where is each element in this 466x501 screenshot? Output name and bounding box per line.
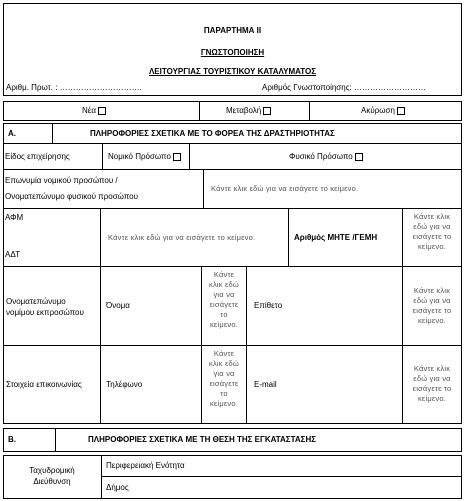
type-new-label: Νέα <box>82 106 96 115</box>
last-name-input[interactable] <box>403 286 461 326</box>
last-name-input-line: εδώ για να <box>413 296 451 305</box>
phone-input[interactable] <box>202 349 246 409</box>
entity-name-label <box>5 173 201 205</box>
natural-person-label: Φυσικό Πρόσωπο <box>289 151 353 161</box>
mhte-input-line: κείμενο. <box>417 242 447 251</box>
form-header <box>3 3 462 96</box>
first-name-input-line: κείμενο. <box>209 320 239 329</box>
mhte-label: Αριθμός ΜΗΤΕ /ΓΕΜΗ <box>294 232 378 242</box>
region-field[interactable]: Περιφερειακή Ενότητα <box>106 460 185 470</box>
adt-label: ΑΔΤ <box>5 250 21 259</box>
email-input[interactable] <box>403 364 461 404</box>
type-change-option[interactable] <box>226 101 271 121</box>
first-name-label: Όνομα <box>106 301 130 310</box>
section-a-letter: Α. <box>8 128 16 138</box>
mhte-input-line: εδώ για να <box>413 222 451 231</box>
protocol-number-field[interactable]: Αριθμ. Πρωτ. : …………………………. <box>6 83 142 92</box>
form-subtitle: ΛΕΙΤΟΥΡΓΙΑΣ ΤΟΥΡΙΣΤΙΚΟΥ ΚΑΤΑΛΥΜΑΤΟΣ <box>148 67 317 76</box>
legal-entity-option[interactable] <box>108 143 181 170</box>
type-change-label: Μεταβολή <box>226 106 262 115</box>
entity-name-input[interactable]: Κάντε κλικ εδώ για να εισάγετε το κείμενο. <box>211 184 359 193</box>
postal-address-label-line1: Ταχυδρομική <box>29 466 75 475</box>
last-name-label: Επίθετο <box>254 301 283 310</box>
postal-address-label <box>3 465 101 487</box>
email-input-line: εισάγετε το <box>412 384 452 393</box>
legal-entity-checkbox[interactable] <box>173 153 181 161</box>
first-name-input-line: Κάντε <box>213 270 235 279</box>
first-name-input-line: το <box>220 310 228 319</box>
natural-person-option[interactable] <box>289 143 363 170</box>
natural-person-checkbox[interactable] <box>355 153 363 161</box>
municipality-field[interactable]: Δήμος <box>106 483 129 492</box>
last-name-input-line: κείμενο. <box>417 316 447 325</box>
type-new-option[interactable] <box>82 101 106 121</box>
contact-label: Στοιχεία επικοινωνίας <box>6 379 82 389</box>
mhte-input-line: εισάγετε το <box>412 232 452 241</box>
afm-input[interactable]: Κάντε κλικ εδώ για να εισάγετε το κείμενο. <box>108 232 256 242</box>
representative-label-line1: Ονοματεπώνυμο <box>6 297 66 306</box>
representative-label <box>6 296 98 318</box>
postal-address-label-line2: Διεύθυνση <box>33 477 71 486</box>
first-name-input-line: εισάγετε <box>209 300 239 309</box>
phone-input-line: κλικ εδώ <box>209 359 239 368</box>
type-cancel-option[interactable] <box>361 101 405 121</box>
email-input-line: εδώ για να <box>413 374 451 383</box>
type-cancel-checkbox[interactable] <box>397 107 405 115</box>
entity-name-label-line2: Ονοματεπώνυμο φυσικού προσώπου <box>5 192 138 201</box>
annex-title: ΠΑΡΑΡΤΗΜΑ ΙΙ <box>203 26 262 35</box>
type-cancel-label: Ακύρωση <box>361 106 395 115</box>
email-input-line: κείμενο. <box>417 394 447 403</box>
last-name-input-line: εισάγετε το <box>412 306 452 315</box>
first-name-input-line: για να <box>213 290 235 299</box>
phone-label: Τηλέφωνο <box>106 379 143 389</box>
first-name-input-line: κλικ εδώ <box>209 280 239 289</box>
entity-name-label-line1: Επωνυμία νομικού προσώπου / <box>5 176 118 185</box>
phone-input-line: κείμενο. <box>209 399 239 408</box>
afm-label: ΑΦΜ <box>5 213 24 222</box>
mhte-input-line: Κάντε κλικ <box>413 212 451 221</box>
representative-label-line2: νομίμου εκπροσώπου <box>6 308 84 317</box>
mhte-input[interactable] <box>403 212 461 252</box>
email-input-line: Κάντε κλικ <box>413 364 451 373</box>
type-change-checkbox[interactable] <box>263 107 271 115</box>
phone-input-line: το <box>220 389 228 398</box>
last-name-input-line: Κάντε κλικ <box>413 286 451 295</box>
notification-number-field[interactable]: Αριθμός Γνωστοποίησης: ……………………… <box>262 83 426 92</box>
phone-input-line: Κάντε <box>213 349 235 358</box>
phone-input-line: για να <box>213 369 235 378</box>
phone-input-line: εισάγετε <box>209 379 239 388</box>
form-title: ΓΝΩΣΤΟΠΟΙΗΣΗ <box>200 48 265 57</box>
first-name-input[interactable] <box>202 270 246 330</box>
legal-entity-label: Νομικό Πρόσωπο <box>108 151 171 161</box>
section-b-letter: Β. <box>8 435 16 444</box>
business-type-label: Είδος επιχείρησης <box>5 151 70 161</box>
email-label: E-mail <box>254 379 277 389</box>
section-a-title: ΠΛΗΡΟΦΟΡΙΕΣ ΣΧΕΤΙΚΑ ΜΕ ΤΟ ΦΟΡΕΑ ΤΗΣ ΔΡΑΣΤΗΡΙΟΤΗΤΑΣ <box>90 128 335 138</box>
type-new-checkbox[interactable] <box>98 107 106 115</box>
section-b-title: ΠΛΗΡΟΦΟΡΙΕΣ ΣΧΕΤΙΚΑ ΜΕ ΤΗ ΘΕΣΗ ΤΗΣ ΕΓΚΑΤΑΣΤΑΣΗΣ <box>88 435 317 444</box>
